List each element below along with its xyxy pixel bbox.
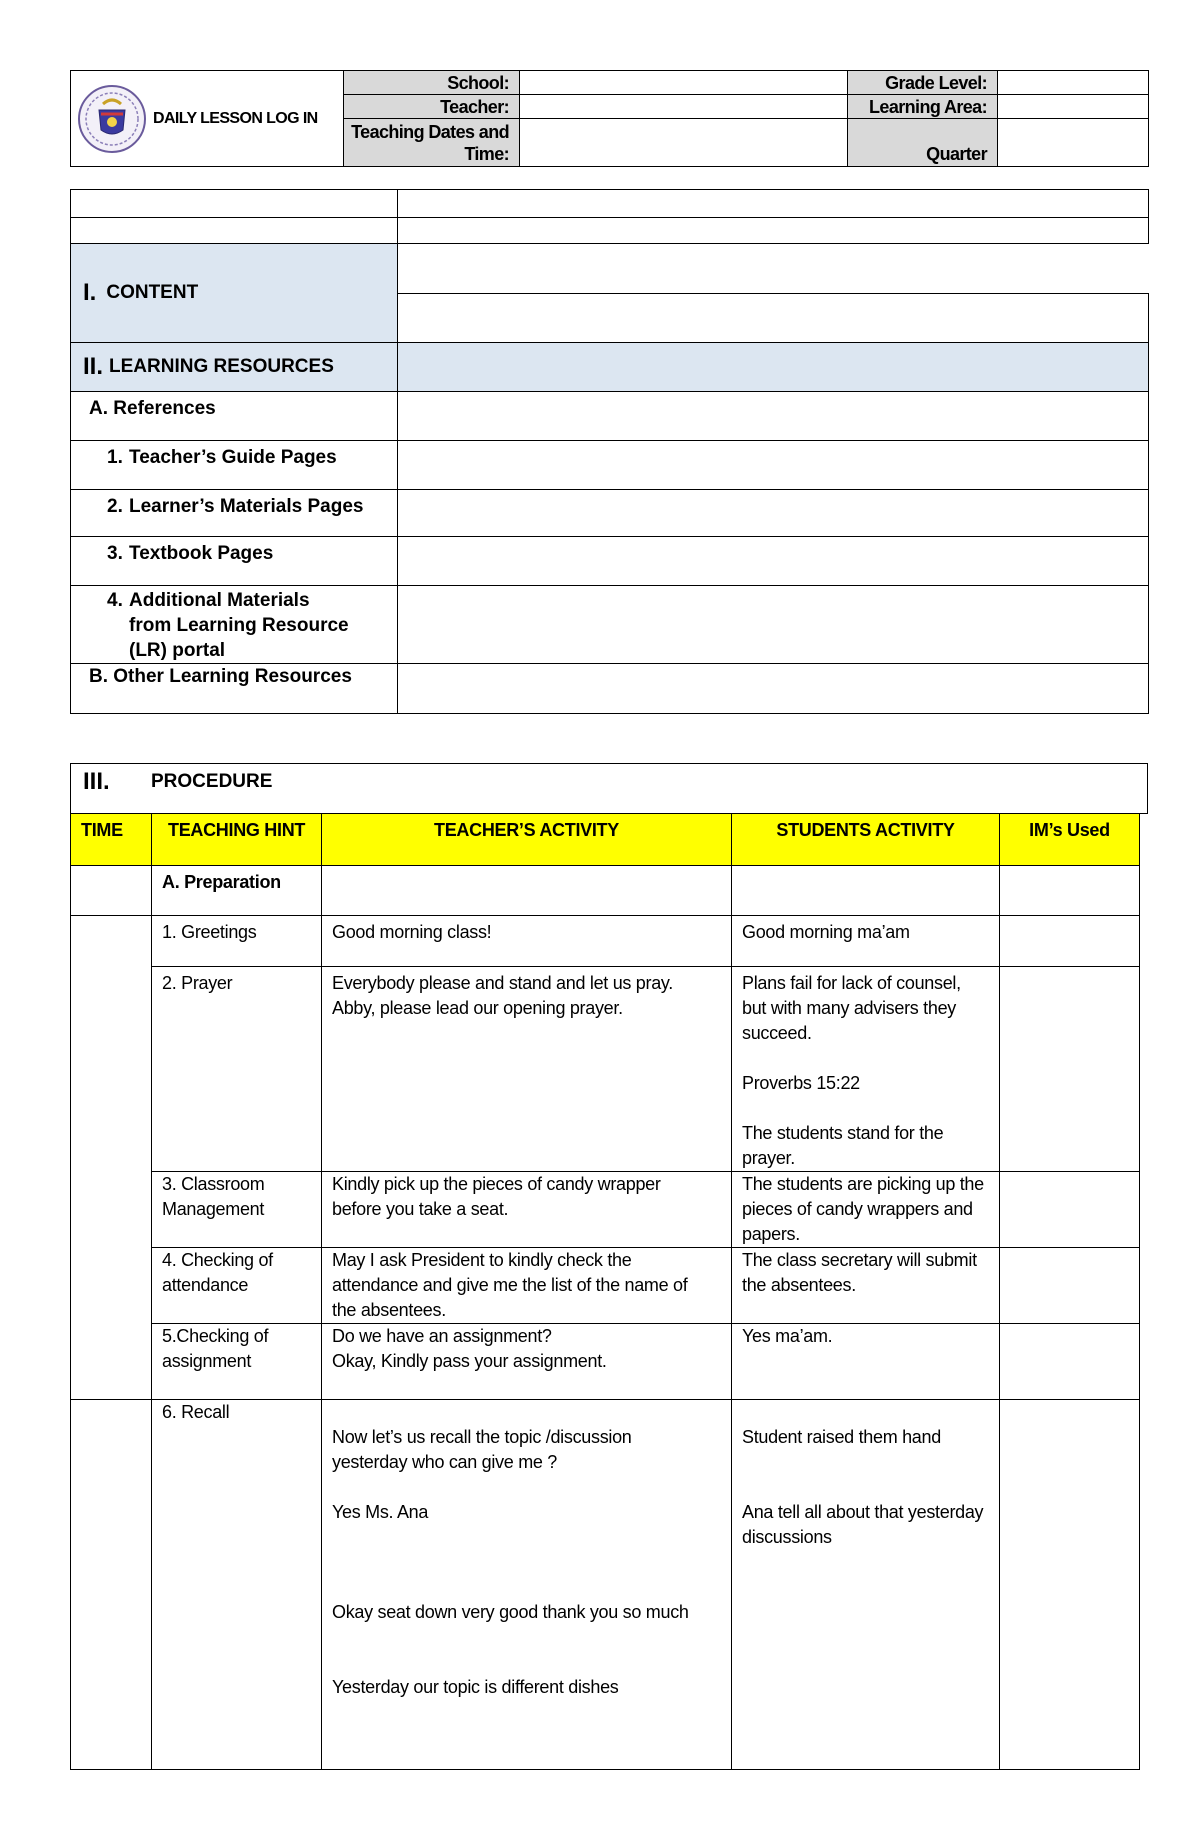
ims-cell [1000,1172,1140,1248]
learning-area-label: Learning Area: [848,95,998,119]
learning-resources-heading: LEARNING RESOURCES [109,356,334,377]
preparation-label: A. Preparation [162,872,281,892]
other-resources-label: B. Other Learning Resources [89,666,352,687]
section-number: III. [83,768,110,795]
item-number: 2. [107,496,123,517]
students-activity-cell: Student raised them hand Ana tell all about that yesterday discussions [732,1400,1000,1770]
column-header-students-activity: STUDENTS ACTIVITY [732,814,1000,866]
teaching-dates-field[interactable] [520,119,848,167]
header-table [70,70,1149,167]
table-cell [71,866,152,916]
quarter-label [848,119,998,167]
references-field[interactable] [398,392,1149,441]
teachers-guide-cell [71,441,398,490]
content-resources-table [70,189,1149,714]
teaching-dates-label-line1: Teaching Dates and [351,122,509,142]
students-activity-cell: Plans fail for lack of counsel, but with many advisers they succeed. Proverbs 15:22 The students stand for the prayer. [732,967,1000,1172]
section-number: I. [83,279,97,306]
ims-cell [1000,1324,1140,1400]
procedure-table [70,813,1140,1770]
blank-cell [398,218,1149,244]
section-number: II. [83,353,104,380]
students-activity-cell: Yes ma’am. [732,1324,1000,1400]
teachers-guide-label: Teacher’s Guide Pages [129,447,337,468]
learning-resources-field [398,343,1149,392]
teacher-activity-cell: Everybody please and stand and let us pray. Abby, please lead our opening prayer. [322,967,732,1172]
teacher-activity-cell: Do we have an assignment? Okay, Kindly pass your assignment. [322,1324,732,1400]
document-title: DAILY LESSON LOG IN [153,109,318,127]
time-cell [71,916,152,1400]
teaching-dates-label-line2: Time: [464,144,509,164]
item-number: 1. [107,447,123,468]
textbook-pages-label: Textbook Pages [129,543,274,564]
other-resources-field[interactable] [398,664,1149,714]
quarter-field[interactable] [998,119,1149,167]
preparation-cell [152,866,322,916]
table-row [71,1172,1140,1248]
teacher-activity-cell: Now let’s us recall the topic /discussion yesterday who can give me ? Yes Ms. Ana Okay seat down very good thank you so much Yesterday our topic is different dishes [322,1400,732,1770]
teacher-activity-cell: May I ask President to kindly check the attendance and give me the list of the name of the absentees. [322,1248,732,1324]
additional-materials-field[interactable] [398,586,1149,664]
teaching-dates-label [344,119,520,167]
grade-level-label: Grade Level: [848,71,998,95]
content-heading: CONTENT [106,282,199,303]
references-cell [71,392,398,441]
table-row [71,1324,1140,1400]
hint-cell: 3. Classroom Management [152,1172,322,1248]
textbook-pages-cell [71,537,398,586]
textbook-pages-field[interactable] [398,537,1149,586]
column-header-ims-used: IM’s Used [1000,814,1140,866]
references-label: A. References [89,398,216,419]
column-header-teachers-activity: TEACHER’S ACTIVITY [322,814,732,866]
content-heading-cell [71,244,398,343]
students-activity-cell: The class secretary will submit the absentees. [732,1248,1000,1324]
hint-cell: 5.Checking of assignment [152,1324,322,1400]
ims-cell [1000,916,1140,967]
table-row [71,1248,1140,1324]
table-cell [322,866,732,916]
procedure-heading: PROCEDURE [151,771,273,792]
students-activity-cell: The students are picking up the pieces of candy wrappers and papers. [732,1172,1000,1248]
hint-cell: 6. Recall [152,1400,322,1770]
ims-cell [1000,1400,1140,1770]
table-cell [1000,866,1140,916]
teacher-label: Teacher: [344,95,520,119]
additional-materials-label: Additional Materials from Learning Resource (LR) portal [129,590,349,661]
table-row [71,967,1140,1172]
table-cell [732,866,1000,916]
learners-materials-field[interactable] [398,490,1149,537]
column-header-teaching-hint: TEACHING HINT [152,814,322,866]
title-cell [71,71,344,167]
hint-cell: 1. Greetings [152,916,322,967]
teacher-field[interactable] [520,95,848,119]
item-number: 4. [107,590,123,611]
item-number: 3. [107,543,123,564]
blank-cell [71,190,398,218]
procedure-heading-box [70,763,1148,814]
other-resources-cell [71,664,398,714]
time-cell [71,1400,152,1770]
teachers-guide-field[interactable] [398,441,1149,490]
grade-level-field[interactable] [998,71,1149,95]
column-header-time: TIME [71,814,152,866]
hint-cell: 2. Prayer [152,967,322,1172]
table-row [71,916,1140,967]
school-label: School: [344,71,520,95]
blank-cell [398,190,1149,218]
teacher-activity-cell: Good morning class! [322,916,732,967]
ims-cell [1000,967,1140,1172]
blank-cell [71,218,398,244]
quarter-label-text: Quarter [926,144,987,164]
table-row [71,1400,1140,1770]
ims-cell [1000,1248,1140,1324]
deped-seal-icon [77,84,147,154]
learners-materials-label: Learner’s Materials Pages [129,496,364,517]
learning-area-field[interactable] [998,95,1149,119]
teacher-activity-cell: Kindly pick up the pieces of candy wrapper before you take a seat. [322,1172,732,1248]
additional-materials-cell [71,586,398,664]
students-activity-cell: Good morning ma’am [732,916,1000,967]
content-field[interactable] [398,294,1149,343]
learning-resources-heading-cell [71,343,398,392]
content-field[interactable] [398,244,1149,294]
school-field[interactable] [520,71,848,95]
hint-cell: 4. Checking of attendance [152,1248,322,1324]
learners-materials-cell [71,490,398,537]
